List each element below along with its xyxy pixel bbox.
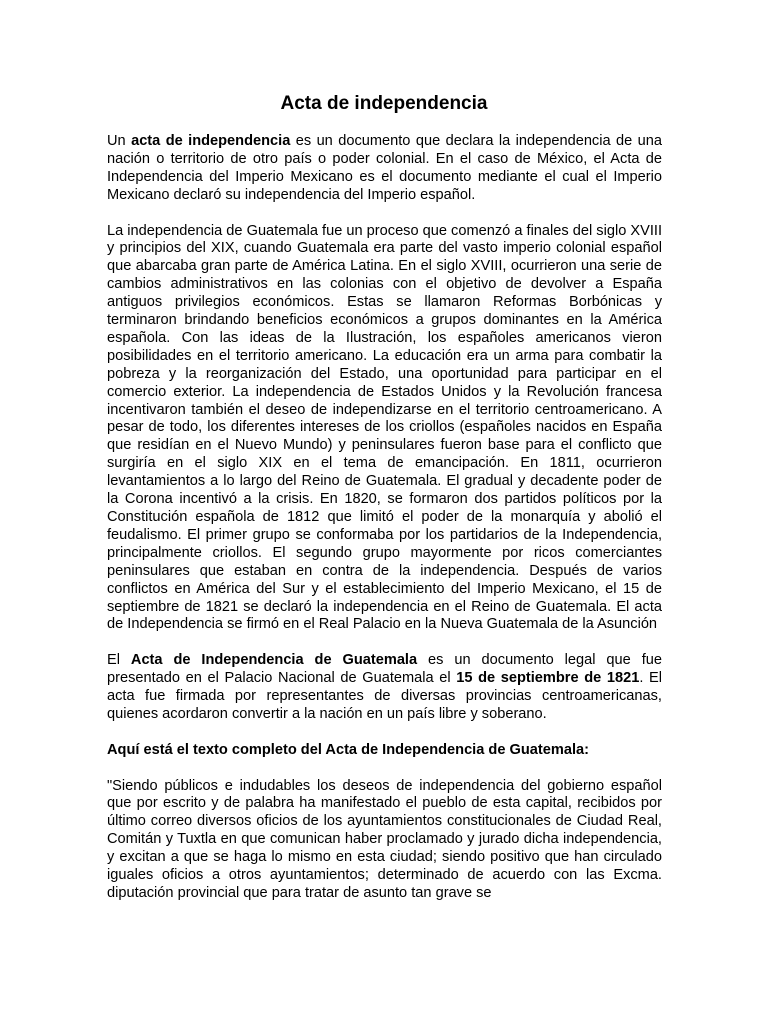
paragraph-acta-guatemala bbox=[107, 652, 662, 724]
paragraph-acta-text: "Siendo públicos e indudables los deseos de independencia del gobierno español que por escrito y de palabra ha manifestado el pueblo de esta capital, recibidos por último correo diversos oficios de los ayuntamientos constitucionales de Ciudad Real, Comitán y Tuxtla en que comunican haber proclamado y jurado dicha independencia, y excitan a que se haga lo mismo en esta ciudad; siendo positivo que han circulado iguales oficios a otros ayuntamientos; determinado de acuerdo con las Excma. diputación provincial que para tratar de asunto tan grave se bbox=[107, 777, 662, 901]
p1-text-start: Un bbox=[107, 133, 132, 149]
p1-bold-term: acta de independencia bbox=[131, 133, 291, 149]
p1-text-end: es un documento que declara la independencia de una nación o territorio de otro país o poder colonial. En el caso de México, el Acta de Independencia del Imperio Mexicano es el documento mediante el cual el Imperio Mexicano declaró su independencia del Imperio español. bbox=[107, 133, 662, 203]
p3-text-end: . El acta fue firmada por representantes de diversas provincias centroamericanas, quienes acordaron convertir a la nación en un país libre y soberano. bbox=[107, 670, 663, 722]
section-heading: Aquí está el texto completo del Acta de Independencia de Guatemala: bbox=[107, 741, 589, 758]
p3-text-middle: es un documento legal que fue presentado en el Palacio Nacional de Guatemala el bbox=[107, 652, 662, 687]
document-body bbox=[107, 133, 662, 921]
p3-bold-date: 15 de septiembre de 1821 bbox=[456, 670, 640, 687]
paragraph-definition bbox=[107, 133, 662, 205]
p3-bold-acta-name: Acta de Independencia de Guatemala bbox=[130, 652, 418, 669]
document-title: Acta de independencia bbox=[280, 93, 488, 114]
p3-text-start: El bbox=[107, 652, 131, 669]
paragraph-history: La independencia de Guatemala fue un proceso que comenzó a finales del siglo XVIII y principios del XIX, cuando Guatemala era parte del vasto imperio colonial español que abarcaba gran parte de América Latina. En el siglo XVIII, ocurrieron una serie de cambios administrativos en las colonias con el objetivo de devolver a España antiguos privilegios económicos. Estas se llamaron Reformas Borbónicas y terminaron brindando beneficios económicos a grupos dominantes en la América española. Con las ideas de la Ilustración, los españoles americanos vieron posibilidades en el territorio americano. La educación era un arma para combatir la pobreza y la reorganización del Estado, una oportunidad para participar en el comercio exterior. La independencia de Estados Unidos y la Revolución francesa incentivaron también el deseo de independizarse en el territorio centroamericano. A pesar de todo, los diferentes intereses de los criollos (españoles nacidos en España que residían en el Nuevo Mundo) y peninsulares fueron base para el conflicto que surgiría en el siglo XIX en el tema de emancipación. En 1811, ocurrieron levantamientos a lo largo del Reino de Guatemala. El gradual y decadente poder de la Corona incentivó a la crisis. En 1820, se formaron dos partidos políticos por la Constitución española de 1812 que limitó el poder de la monarquía y abolió el feudalismo. El primer grupo se conformaba por los partidarios de la Independencia, principalmente criollos. El segundo grupo mayormente por ricos comerciantes peninsulares que estaban en contra de la independencia. Después de varios conflictos en América del Sur y el establecimiento del Imperio Mexicano, el 15 de septiembre de 1821 se declaró la independencia en el Reino de Guatemala. El acta de Independencia se firmó en el Real Palacio en la Nueva Guatemala de la Asunción bbox=[107, 222, 662, 633]
